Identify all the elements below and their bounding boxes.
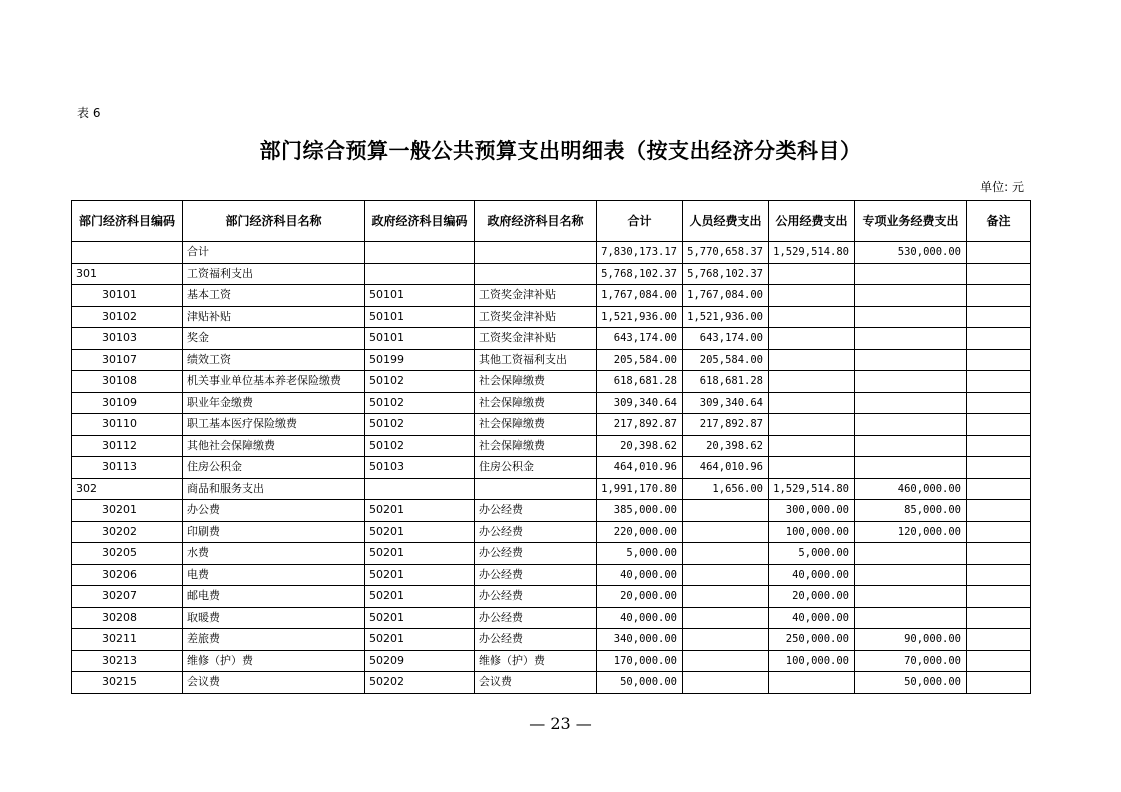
remarks-cell xyxy=(967,371,1031,393)
personnel-expense-cell xyxy=(683,543,769,565)
dept-econ-name-cell: 维修（护）费 xyxy=(183,650,365,672)
gov-econ-code-cell xyxy=(365,478,475,500)
table-row xyxy=(72,371,1031,393)
public-expense-cell: 100,000.00 xyxy=(769,650,855,672)
dept-econ-code-cell: 30215 xyxy=(72,672,183,694)
public-expense-cell xyxy=(769,306,855,328)
personnel-expense-cell: 217,892.87 xyxy=(683,414,769,436)
dept-econ-name-cell: 电费 xyxy=(183,564,365,586)
table-row xyxy=(72,242,1031,264)
personnel-expense-cell: 205,584.00 xyxy=(683,349,769,371)
gov-econ-code-cell: 50201 xyxy=(365,564,475,586)
budget-table xyxy=(71,200,1031,694)
dept-econ-name-cell: 办公费 xyxy=(183,500,365,522)
dept-econ-name-cell: 商品和服务支出 xyxy=(183,478,365,500)
gov-econ-name-cell: 办公经费 xyxy=(475,543,597,565)
page-number: — 23 — xyxy=(529,714,592,733)
table-row xyxy=(72,521,1031,543)
gov-econ-code-cell: 50101 xyxy=(365,306,475,328)
dept-econ-name-cell: 取暖费 xyxy=(183,607,365,629)
remarks-cell xyxy=(967,435,1031,457)
unit-label: 单位: 元 xyxy=(980,180,1024,194)
special-expense-cell: 85,000.00 xyxy=(855,500,967,522)
gov-econ-name-cell: 工资奖金津补贴 xyxy=(475,306,597,328)
dept-econ-code-cell: 30102 xyxy=(72,306,183,328)
public-expense-cell: 100,000.00 xyxy=(769,521,855,543)
total-cell: 217,892.87 xyxy=(597,414,683,436)
special-expense-cell: 90,000.00 xyxy=(855,629,967,651)
public-expense-cell: 20,000.00 xyxy=(769,586,855,608)
table-row xyxy=(72,672,1031,694)
table-row xyxy=(72,435,1031,457)
gov-econ-code-cell: 50199 xyxy=(365,349,475,371)
column-header: 政府经济科目名称 xyxy=(475,201,597,242)
personnel-expense-cell xyxy=(683,650,769,672)
remarks-cell xyxy=(967,521,1031,543)
table-row xyxy=(72,586,1031,608)
personnel-expense-cell xyxy=(683,521,769,543)
gov-econ-name-cell: 办公经费 xyxy=(475,607,597,629)
special-expense-cell xyxy=(855,607,967,629)
special-expense-cell xyxy=(855,263,967,285)
column-header: 备注 xyxy=(967,201,1031,242)
dept-econ-name-cell: 津贴补贴 xyxy=(183,306,365,328)
special-expense-cell xyxy=(855,435,967,457)
dept-econ-name-cell: 会议费 xyxy=(183,672,365,694)
public-expense-cell xyxy=(769,328,855,350)
dept-econ-code-cell xyxy=(72,242,183,264)
remarks-cell xyxy=(967,564,1031,586)
remarks-cell xyxy=(967,414,1031,436)
total-cell: 50,000.00 xyxy=(597,672,683,694)
total-cell: 220,000.00 xyxy=(597,521,683,543)
gov-econ-name-cell: 工资奖金津补贴 xyxy=(475,285,597,307)
public-expense-cell: 250,000.00 xyxy=(769,629,855,651)
dept-econ-code-cell: 30103 xyxy=(72,328,183,350)
gov-econ-name-cell xyxy=(475,263,597,285)
special-expense-cell xyxy=(855,306,967,328)
remarks-cell xyxy=(967,349,1031,371)
column-header: 人员经费支出 xyxy=(683,201,769,242)
gov-econ-name-cell xyxy=(475,242,597,264)
gov-econ-name-cell: 维修（护）费 xyxy=(475,650,597,672)
column-header: 公用经费支出 xyxy=(769,201,855,242)
public-expense-cell xyxy=(769,392,855,414)
special-expense-cell: 120,000.00 xyxy=(855,521,967,543)
gov-econ-code-cell: 50102 xyxy=(365,371,475,393)
special-expense-cell xyxy=(855,371,967,393)
dept-econ-name-cell: 合计 xyxy=(183,242,365,264)
dept-econ-name-cell: 印刷费 xyxy=(183,521,365,543)
dept-econ-code-cell: 30205 xyxy=(72,543,183,565)
gov-econ-name-cell: 办公经费 xyxy=(475,521,597,543)
special-expense-cell: 50,000.00 xyxy=(855,672,967,694)
dept-econ-code-cell: 30107 xyxy=(72,349,183,371)
public-expense-cell xyxy=(769,371,855,393)
column-header: 专项业务经费支出 xyxy=(855,201,967,242)
dept-econ-code-cell: 30206 xyxy=(72,564,183,586)
personnel-expense-cell: 1,767,084.00 xyxy=(683,285,769,307)
gov-econ-code-cell xyxy=(365,242,475,264)
dept-econ-code-cell: 30211 xyxy=(72,629,183,651)
remarks-cell xyxy=(967,242,1031,264)
special-expense-cell xyxy=(855,457,967,479)
column-header: 政府经济科目编码 xyxy=(365,201,475,242)
gov-econ-code-cell: 50201 xyxy=(365,543,475,565)
special-expense-cell xyxy=(855,328,967,350)
personnel-expense-cell xyxy=(683,607,769,629)
table-row xyxy=(72,328,1031,350)
personnel-expense-cell: 643,174.00 xyxy=(683,328,769,350)
public-expense-cell xyxy=(769,263,855,285)
dept-econ-name-cell: 水费 xyxy=(183,543,365,565)
dept-econ-code-cell: 30213 xyxy=(72,650,183,672)
personnel-expense-cell: 618,681.28 xyxy=(683,371,769,393)
dept-econ-name-cell: 绩效工资 xyxy=(183,349,365,371)
special-expense-cell: 460,000.00 xyxy=(855,478,967,500)
public-expense-cell xyxy=(769,414,855,436)
dept-econ-name-cell: 其他社会保障缴费 xyxy=(183,435,365,457)
gov-econ-code-cell: 50102 xyxy=(365,392,475,414)
dept-econ-code-cell: 30201 xyxy=(72,500,183,522)
total-cell: 7,830,173.17 xyxy=(597,242,683,264)
special-expense-cell: 70,000.00 xyxy=(855,650,967,672)
personnel-expense-cell: 20,398.62 xyxy=(683,435,769,457)
gov-econ-name-cell: 住房公积金 xyxy=(475,457,597,479)
gov-econ-code-cell xyxy=(365,263,475,285)
dept-econ-name-cell: 职业年金缴费 xyxy=(183,392,365,414)
gov-econ-code-cell: 50201 xyxy=(365,586,475,608)
gov-econ-code-cell: 50209 xyxy=(365,650,475,672)
table-row xyxy=(72,392,1031,414)
special-expense-cell xyxy=(855,392,967,414)
table-row xyxy=(72,478,1031,500)
total-cell: 1,767,084.00 xyxy=(597,285,683,307)
table-row xyxy=(72,607,1031,629)
dept-econ-name-cell: 住房公积金 xyxy=(183,457,365,479)
personnel-expense-cell xyxy=(683,500,769,522)
total-cell: 205,584.00 xyxy=(597,349,683,371)
personnel-expense-cell: 5,768,102.37 xyxy=(683,263,769,285)
dept-econ-code-cell: 30207 xyxy=(72,586,183,608)
table-row xyxy=(72,629,1031,651)
gov-econ-code-cell: 50202 xyxy=(365,672,475,694)
special-expense-cell xyxy=(855,586,967,608)
gov-econ-name-cell: 社会保障缴费 xyxy=(475,435,597,457)
gov-econ-code-cell: 50101 xyxy=(365,328,475,350)
dept-econ-code-cell: 30110 xyxy=(72,414,183,436)
personnel-expense-cell: 464,010.96 xyxy=(683,457,769,479)
table-row xyxy=(72,349,1031,371)
gov-econ-code-cell: 50201 xyxy=(365,521,475,543)
total-cell: 20,398.62 xyxy=(597,435,683,457)
column-header: 部门经济科目名称 xyxy=(183,201,365,242)
remarks-cell xyxy=(967,586,1031,608)
remarks-cell xyxy=(967,607,1031,629)
personnel-expense-cell: 5,770,658.37 xyxy=(683,242,769,264)
gov-econ-code-cell: 50201 xyxy=(365,500,475,522)
dept-econ-name-cell: 邮电费 xyxy=(183,586,365,608)
public-expense-cell: 1,529,514.80 xyxy=(769,478,855,500)
special-expense-cell: 530,000.00 xyxy=(855,242,967,264)
gov-econ-code-cell: 50201 xyxy=(365,607,475,629)
gov-econ-name-cell: 办公经费 xyxy=(475,629,597,651)
gov-econ-name-cell: 其他工资福利支出 xyxy=(475,349,597,371)
column-header: 部门经济科目编码 xyxy=(72,201,183,242)
table-row xyxy=(72,543,1031,565)
public-expense-cell xyxy=(769,672,855,694)
total-cell: 643,174.00 xyxy=(597,328,683,350)
table-header-row xyxy=(72,201,1031,242)
total-cell: 618,681.28 xyxy=(597,371,683,393)
table-row xyxy=(72,564,1031,586)
gov-econ-code-cell: 50102 xyxy=(365,414,475,436)
special-expense-cell xyxy=(855,285,967,307)
personnel-expense-cell: 1,656.00 xyxy=(683,478,769,500)
personnel-expense-cell xyxy=(683,586,769,608)
total-cell: 464,010.96 xyxy=(597,457,683,479)
dept-econ-code-cell: 30208 xyxy=(72,607,183,629)
dept-econ-code-cell: 30112 xyxy=(72,435,183,457)
gov-econ-name-cell: 工资奖金津补贴 xyxy=(475,328,597,350)
dept-econ-name-cell: 基本工资 xyxy=(183,285,365,307)
table-body xyxy=(72,242,1031,694)
gov-econ-name-cell: 会议费 xyxy=(475,672,597,694)
public-expense-cell xyxy=(769,349,855,371)
total-cell: 20,000.00 xyxy=(597,586,683,608)
dept-econ-code-cell: 30108 xyxy=(72,371,183,393)
gov-econ-code-cell: 50101 xyxy=(365,285,475,307)
dept-econ-code-cell: 302 xyxy=(72,478,183,500)
total-cell: 1,521,936.00 xyxy=(597,306,683,328)
dept-econ-name-cell: 职工基本医疗保险缴费 xyxy=(183,414,365,436)
gov-econ-code-cell: 50103 xyxy=(365,457,475,479)
remarks-cell xyxy=(967,672,1031,694)
remarks-cell xyxy=(967,263,1031,285)
special-expense-cell xyxy=(855,414,967,436)
dept-econ-code-cell: 30113 xyxy=(72,457,183,479)
total-cell: 40,000.00 xyxy=(597,607,683,629)
special-expense-cell xyxy=(855,564,967,586)
total-cell: 40,000.00 xyxy=(597,564,683,586)
personnel-expense-cell xyxy=(683,564,769,586)
gov-econ-name-cell xyxy=(475,478,597,500)
public-expense-cell: 40,000.00 xyxy=(769,607,855,629)
total-cell: 385,000.00 xyxy=(597,500,683,522)
dept-econ-code-cell: 30109 xyxy=(72,392,183,414)
table-row xyxy=(72,306,1031,328)
table-row xyxy=(72,650,1031,672)
table-label: 表 6 xyxy=(77,106,101,120)
gov-econ-code-cell: 50201 xyxy=(365,629,475,651)
gov-econ-name-cell: 社会保障缴费 xyxy=(475,392,597,414)
gov-econ-name-cell: 办公经费 xyxy=(475,500,597,522)
gov-econ-name-cell: 社会保障缴费 xyxy=(475,414,597,436)
personnel-expense-cell: 1,521,936.00 xyxy=(683,306,769,328)
gov-econ-name-cell: 办公经费 xyxy=(475,586,597,608)
remarks-cell xyxy=(967,629,1031,651)
total-cell: 170,000.00 xyxy=(597,650,683,672)
personnel-expense-cell: 309,340.64 xyxy=(683,392,769,414)
total-cell: 340,000.00 xyxy=(597,629,683,651)
gov-econ-code-cell: 50102 xyxy=(365,435,475,457)
table-row xyxy=(72,457,1031,479)
dept-econ-name-cell: 机关事业单位基本养老保险缴费 xyxy=(183,371,365,393)
remarks-cell xyxy=(967,306,1031,328)
dept-econ-code-cell: 30202 xyxy=(72,521,183,543)
special-expense-cell xyxy=(855,543,967,565)
public-expense-cell: 300,000.00 xyxy=(769,500,855,522)
public-expense-cell: 1,529,514.80 xyxy=(769,242,855,264)
personnel-expense-cell xyxy=(683,629,769,651)
total-cell: 5,768,102.37 xyxy=(597,263,683,285)
total-cell: 5,000.00 xyxy=(597,543,683,565)
dept-econ-name-cell: 差旅费 xyxy=(183,629,365,651)
public-expense-cell xyxy=(769,285,855,307)
table-row xyxy=(72,285,1031,307)
dept-econ-name-cell: 工资福利支出 xyxy=(183,263,365,285)
table-row xyxy=(72,263,1031,285)
remarks-cell xyxy=(967,457,1031,479)
public-expense-cell: 5,000.00 xyxy=(769,543,855,565)
remarks-cell xyxy=(967,328,1031,350)
table-row xyxy=(72,500,1031,522)
column-header: 合计 xyxy=(597,201,683,242)
special-expense-cell xyxy=(855,349,967,371)
page-title: 部门综合预算一般公共预算支出明细表（按支出经济分类科目） xyxy=(259,138,862,163)
remarks-cell xyxy=(967,500,1031,522)
dept-econ-code-cell: 30101 xyxy=(72,285,183,307)
remarks-cell xyxy=(967,543,1031,565)
total-cell: 1,991,170.80 xyxy=(597,478,683,500)
public-expense-cell xyxy=(769,457,855,479)
public-expense-cell xyxy=(769,435,855,457)
remarks-cell xyxy=(967,392,1031,414)
personnel-expense-cell xyxy=(683,672,769,694)
remarks-cell xyxy=(967,650,1031,672)
gov-econ-name-cell: 办公经费 xyxy=(475,564,597,586)
gov-econ-name-cell: 社会保障缴费 xyxy=(475,371,597,393)
dept-econ-name-cell: 奖金 xyxy=(183,328,365,350)
remarks-cell xyxy=(967,285,1031,307)
public-expense-cell: 40,000.00 xyxy=(769,564,855,586)
total-cell: 309,340.64 xyxy=(597,392,683,414)
dept-econ-code-cell: 301 xyxy=(72,263,183,285)
remarks-cell xyxy=(967,478,1031,500)
table-row xyxy=(72,414,1031,436)
